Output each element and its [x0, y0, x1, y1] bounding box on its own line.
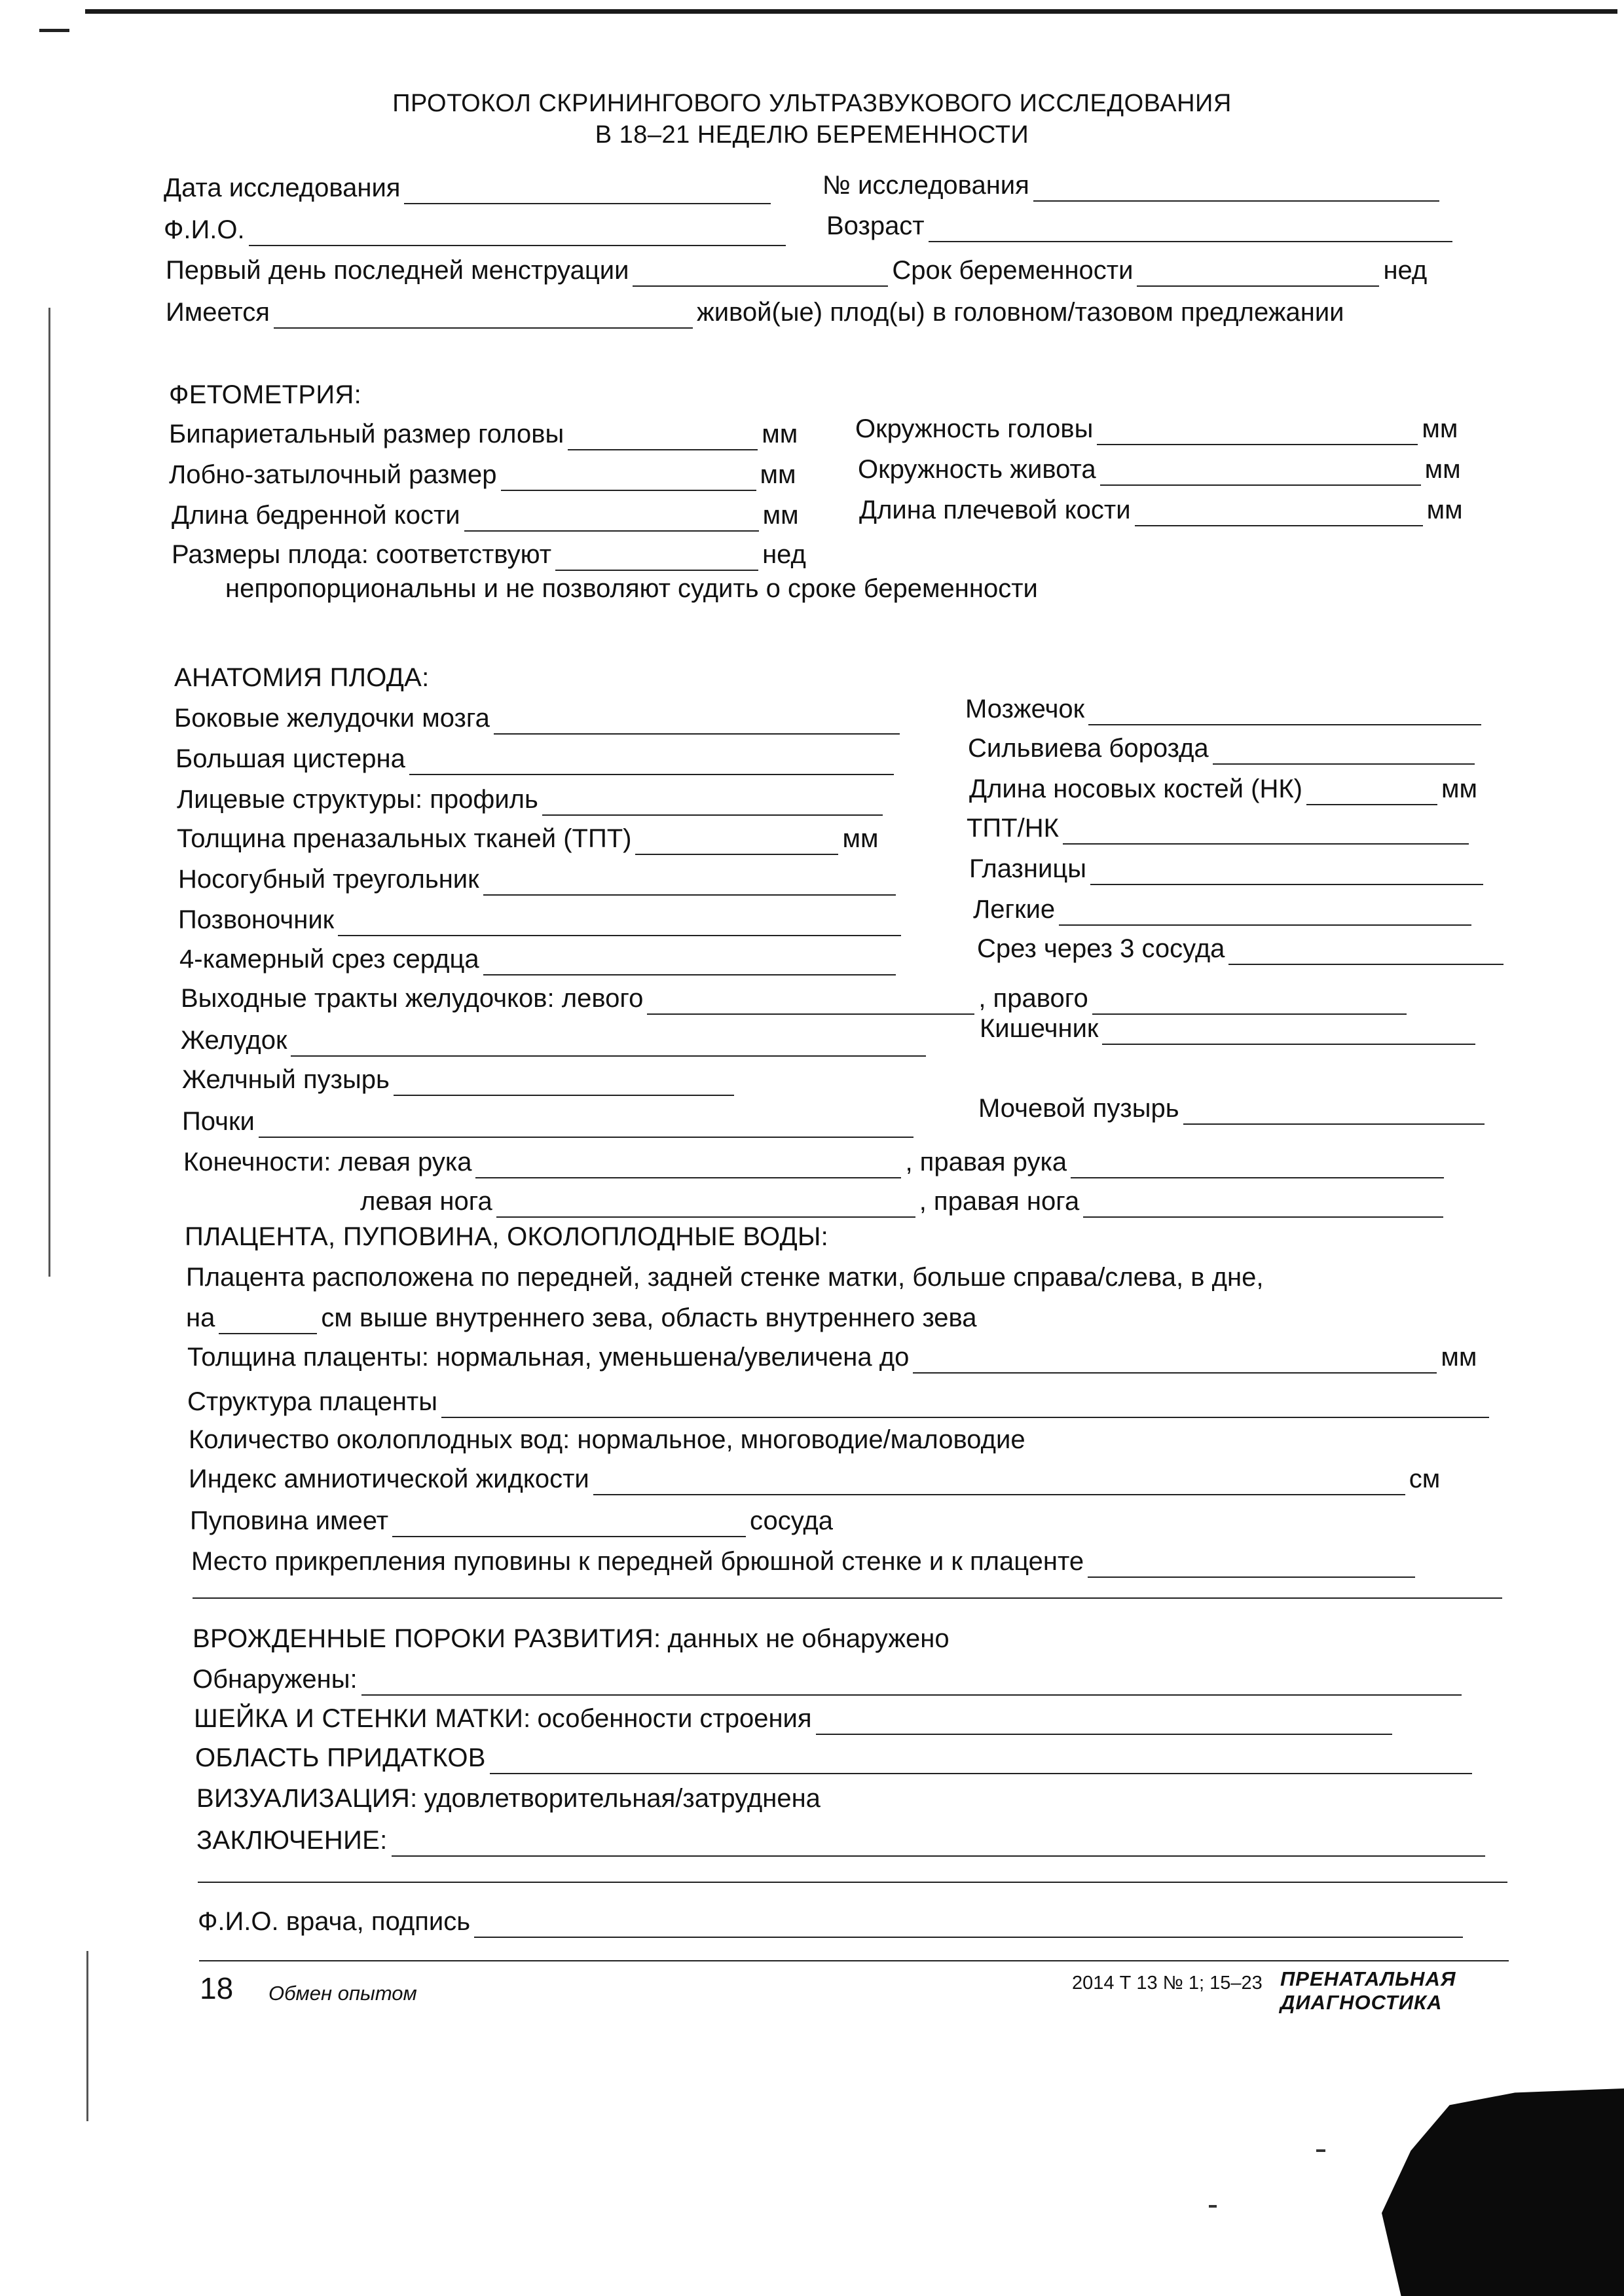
- afi-unit: см: [1409, 1465, 1441, 1493]
- fl-input[interactable]: [464, 508, 759, 532]
- lmp-label: Первый день последней менструации: [166, 256, 629, 285]
- cisterna-magna-input[interactable]: [409, 752, 894, 775]
- anomalies-found-label: Обнаружены:: [193, 1665, 358, 1694]
- four-chamber-input[interactable]: [483, 952, 896, 975]
- lateral-ventricles-input[interactable]: [494, 711, 900, 735]
- stomach-label: Желудок: [181, 1026, 287, 1055]
- prenasal-label: Толщина преназальных тканей (ТПТ): [177, 824, 632, 853]
- three-vessel-input[interactable]: [1228, 941, 1504, 965]
- facial-profile-label: Лицевые структуры: профиль: [177, 785, 538, 814]
- cervix-text: особенности строения: [537, 1704, 812, 1733]
- ofd-unit: мм: [760, 460, 796, 489]
- hc-input[interactable]: [1097, 422, 1418, 445]
- doctor-input[interactable]: [474, 1914, 1463, 1938]
- outflow-left-label: Выходные тракты желудочков: левого: [181, 984, 644, 1013]
- field-row-size-match: [172, 538, 806, 571]
- placenta-structure-input[interactable]: [441, 1394, 1489, 1418]
- placenta-above-os-label: см выше внутреннего зева, область внутреннего зева: [321, 1303, 977, 1332]
- tpt-nk-input[interactable]: [1063, 821, 1469, 845]
- afi-input[interactable]: [593, 1472, 1405, 1495]
- three-vessel-label: Срез через 3 сосуда: [977, 934, 1225, 963]
- bowel-label: Кишечник: [980, 1014, 1099, 1043]
- field-row-hl: [859, 494, 1463, 526]
- scan-margin-line: [48, 308, 50, 1277]
- nasolabial-label: Носогубный треугольник: [178, 865, 479, 894]
- signature-continuation-line[interactable]: [199, 1960, 1509, 1961]
- outflow-right-label: , правого: [978, 984, 1088, 1013]
- right-arm-input[interactable]: [1071, 1155, 1444, 1178]
- bladder-input[interactable]: [1183, 1101, 1485, 1125]
- field-row-conclusion: [196, 1824, 1489, 1857]
- study-date-label: Дата исследования: [164, 173, 401, 202]
- present-label: Имеется: [166, 298, 270, 327]
- tpt-nk-label: ТПТ/НК: [967, 814, 1059, 843]
- fl-unit: мм: [762, 501, 799, 530]
- orbits-input[interactable]: [1090, 862, 1483, 885]
- field-row-prenasal: [177, 822, 878, 855]
- adnexa-input[interactable]: [490, 1751, 1472, 1774]
- hc-unit: мм: [1422, 414, 1458, 443]
- kidneys-label: Почки: [182, 1107, 255, 1136]
- nasal-bone-input[interactable]: [1306, 782, 1437, 805]
- cervix-input[interactable]: [816, 1711, 1392, 1735]
- footer-issue: 2014 Т 13 № 1; 15–23: [1072, 1973, 1263, 1994]
- adnexa-label: ОБЛАСТЬ ПРИДАТКОВ: [195, 1743, 486, 1772]
- spine-input[interactable]: [338, 913, 901, 936]
- field-row-study-no: [822, 169, 1443, 202]
- four-chamber-label: 4-камерный срез сердца: [179, 945, 479, 974]
- size-match-unit: нед: [762, 540, 806, 569]
- field-row-nasolabial: [178, 863, 900, 896]
- bowel-input[interactable]: [1102, 1021, 1475, 1045]
- kidneys-input[interactable]: [259, 1114, 913, 1138]
- field-row-ac: [858, 453, 1461, 486]
- orbits-label: Глазницы: [969, 854, 1086, 883]
- anomalies-heading: ВРОЖДЕННЫЕ ПОРОКИ РАЗВИТИЯ:: [193, 1624, 661, 1653]
- lateral-ventricles-label: Боковые желудочки мозга: [174, 704, 490, 733]
- hl-label: Длина плечевой кости: [859, 496, 1131, 524]
- cord-vessels-input[interactable]: [392, 1514, 746, 1537]
- nasal-bone-label: Длина носовых костей (НК): [969, 774, 1302, 803]
- field-row-nasal-bone: [969, 773, 1477, 805]
- afi-label: Индекс амниотической жидкости: [189, 1465, 589, 1493]
- ac-unit: мм: [1424, 455, 1461, 484]
- lmp-input[interactable]: [633, 263, 888, 287]
- field-row-cord-insertion: [191, 1545, 1419, 1578]
- placenta-thickness-input[interactable]: [913, 1350, 1437, 1374]
- stomach-input[interactable]: [291, 1033, 926, 1057]
- gallbladder-label: Желчный пузырь: [182, 1065, 390, 1094]
- scan-speck: [1209, 2205, 1217, 2208]
- field-row-bladder: [978, 1092, 1488, 1125]
- field-row-doctor: [198, 1905, 1467, 1938]
- field-row-placenta-thickness: [187, 1341, 1477, 1374]
- nasal-bone-unit: мм: [1441, 774, 1477, 803]
- field-row-bpd: [169, 418, 798, 450]
- size-match-input[interactable]: [555, 547, 758, 571]
- ofd-label: Лобно-затылочный размер: [169, 460, 497, 489]
- fl-label: Длина бедренной кости: [172, 501, 460, 530]
- anomalies-found-input[interactable]: [361, 1672, 1462, 1696]
- field-row-anomalies: [193, 1622, 950, 1655]
- scan-mark: [39, 29, 69, 32]
- placenta-thickness-unit: мм: [1441, 1343, 1477, 1372]
- field-row-lateral-ventricles: [174, 702, 904, 735]
- lungs-input[interactable]: [1059, 902, 1471, 926]
- fio-label: Ф.И.О.: [164, 215, 245, 244]
- sylvian-input[interactable]: [1213, 741, 1475, 765]
- cord-insertion-continuation-line[interactable]: [193, 1597, 1502, 1599]
- right-leg-input[interactable]: [1083, 1194, 1443, 1218]
- field-row-fio: [164, 213, 790, 246]
- disproportion-text: непропорциональны и не позволяют судить о сроке беременности: [225, 574, 1038, 603]
- left-leg-input[interactable]: [496, 1194, 915, 1218]
- field-row-cerebellum: [965, 693, 1485, 725]
- field-row-stomach: [181, 1024, 930, 1057]
- field-row-afi: [189, 1463, 1440, 1495]
- left-arm-label: Конечности: левая рука: [183, 1148, 472, 1176]
- field-row-arms: [183, 1146, 1448, 1178]
- field-row-ofd: [169, 458, 796, 491]
- field-row-cisterna-magna: [175, 742, 898, 775]
- field-row-legs: [360, 1185, 1447, 1218]
- ac-input[interactable]: [1100, 462, 1421, 486]
- field-row-bowel: [980, 1012, 1479, 1045]
- field-row-adnexa: [195, 1741, 1476, 1774]
- placenta-location-text: Плацента расположена по передней, задней стенке матки, больше справа/слева, в дне,: [186, 1263, 1264, 1292]
- sylvian-label: Сильвиева борозда: [968, 734, 1209, 763]
- field-row-visualization: [196, 1782, 821, 1815]
- fetometry-heading: ФЕТОМЕТРИЯ:: [169, 380, 362, 409]
- age-label: Возраст: [826, 211, 925, 240]
- footer-page-number: 18: [200, 1971, 234, 2005]
- field-row-study-date: [164, 172, 775, 204]
- hl-unit: мм: [1426, 496, 1463, 524]
- hl-input[interactable]: [1135, 503, 1423, 526]
- ofd-input[interactable]: [501, 467, 756, 491]
- outflow-left-input[interactable]: [647, 991, 974, 1015]
- nasolabial-input[interactable]: [483, 872, 896, 896]
- anatomy-heading: АНАТОМИЯ ПЛОДА:: [174, 663, 430, 692]
- field-row-fl: [172, 499, 799, 532]
- cerebellum-label: Мозжечок: [965, 695, 1085, 723]
- hc-label: Окружность головы: [855, 414, 1094, 443]
- placenta-structure-label: Структура плаценты: [187, 1387, 437, 1416]
- scan-margin-line: [86, 1951, 88, 2121]
- field-row-three-vessel: [977, 932, 1507, 965]
- placenta-height-input[interactable]: [219, 1311, 317, 1334]
- cerebellum-input[interactable]: [1088, 702, 1481, 725]
- conclusion-label: ЗАКЛЮЧЕНИЕ:: [196, 1826, 388, 1855]
- bladder-label: Мочевой пузырь: [978, 1094, 1179, 1123]
- cord-has-label: Пуповина имеет: [190, 1506, 389, 1535]
- field-row-placenta-height: [186, 1302, 977, 1334]
- placenta-heading: ПЛАЦЕНТА, ПУПОВИНА, ОКОЛОПЛОДНЫЕ ВОДЫ:: [185, 1222, 829, 1251]
- gallbladder-input[interactable]: [394, 1072, 734, 1096]
- fetus-text: живой(ые) плод(ы) в головном/тазовом предлежании: [696, 298, 1344, 327]
- field-row-spine: [178, 903, 905, 936]
- left-arm-input[interactable]: [475, 1155, 901, 1178]
- prenasal-unit: мм: [842, 824, 879, 853]
- cord-insertion-label: Место прикрепления пуповины к передней брюшной стенке и к плаценте: [191, 1547, 1084, 1576]
- field-row-outflow: [181, 982, 1411, 1015]
- bpd-unit: мм: [762, 420, 798, 448]
- facial-profile-input[interactable]: [542, 792, 883, 816]
- present-input[interactable]: [274, 305, 693, 329]
- field-row-facial-profile: [177, 783, 887, 816]
- field-row-anomalies-found: [193, 1663, 1466, 1696]
- bpd-label: Бипариетальный размер головы: [169, 420, 564, 448]
- footer-section-name: Обмен опытом: [268, 1982, 417, 2005]
- ac-label: Окружность живота: [858, 455, 1096, 484]
- visualization-heading: ВИЗУАЛИЗАЦИЯ:: [196, 1784, 418, 1813]
- conclusion-input[interactable]: [392, 1833, 1485, 1857]
- cervix-heading: ШЕЙКА И СТЕНКИ МАТКИ:: [194, 1704, 531, 1733]
- cord-vessels-label: сосуда: [750, 1506, 833, 1535]
- field-row-lungs: [973, 893, 1475, 926]
- gest-age-input[interactable]: [1137, 263, 1379, 287]
- spine-label: Позвоночник: [178, 905, 335, 934]
- field-row-tpt-nk: [967, 812, 1473, 845]
- size-match-label: Размеры плода: соответствуют: [172, 540, 552, 569]
- cord-insertion-input[interactable]: [1088, 1554, 1415, 1578]
- field-row-present: [166, 296, 1344, 329]
- prenasal-input[interactable]: [635, 831, 838, 855]
- study-no-label: № исследования: [822, 171, 1029, 200]
- right-leg-label: , правая нога: [919, 1187, 1080, 1216]
- doctor-label: Ф.И.О. врача, подпись: [198, 1907, 471, 1936]
- placenta-on-label: на: [186, 1303, 215, 1332]
- scan-speck: [1316, 2149, 1325, 2152]
- study-date-input[interactable]: [404, 181, 771, 204]
- field-row-gallbladder: [182, 1063, 738, 1096]
- fio-input[interactable]: [249, 223, 786, 246]
- visualization-text: удовлетворительная/затруднена: [424, 1784, 821, 1813]
- age-input[interactable]: [929, 219, 1452, 242]
- field-row-placenta-structure: [187, 1385, 1493, 1418]
- field-row-cervix: [194, 1702, 1396, 1735]
- scan-corner-shadow: [1382, 2088, 1624, 2296]
- bpd-input[interactable]: [568, 427, 758, 450]
- footer-journal-title: ПРЕНАТАЛЬНАЯ ДИАГНОСТИКА: [1280, 1967, 1456, 2014]
- fluid-amount-text: Количество околоплодных вод: нормальное, многоводие/маловодие: [189, 1425, 1025, 1454]
- weeks-unit: нед: [1383, 256, 1428, 285]
- field-row-cord-vessels: [190, 1504, 833, 1537]
- left-leg-label: левая нога: [360, 1187, 492, 1216]
- lungs-label: Легкие: [973, 895, 1056, 924]
- field-row-kidneys: [182, 1105, 917, 1138]
- scan-top-edge: [85, 9, 1617, 14]
- placenta-thickness-label: Толщина плаценты: нормальная, уменьшена/увеличена до: [187, 1343, 910, 1372]
- conclusion-continuation-line[interactable]: [198, 1882, 1507, 1883]
- field-row-lmp: [166, 254, 1427, 287]
- field-row-sylvian: [968, 732, 1479, 765]
- outflow-right-input[interactable]: [1092, 991, 1407, 1015]
- right-arm-label: , правая рука: [905, 1148, 1067, 1176]
- gest-age-label: Срок беременности: [892, 256, 1134, 285]
- field-row-hc: [855, 412, 1458, 445]
- study-no-input[interactable]: [1033, 178, 1439, 202]
- anomalies-none-text: данных не обнаружено: [667, 1624, 950, 1653]
- field-row-orbits: [969, 852, 1487, 885]
- field-row-four-chamber: [179, 943, 900, 975]
- protocol-title-line1: ПРОТОКОЛ СКРИНИНГОВОГО УЛЬТРАЗВУКОВОГО ИССЛЕДОВАНИЯ: [392, 90, 1232, 117]
- protocol-title-line2: В 18–21 НЕДЕЛЮ БЕРЕМЕННОСТИ: [595, 121, 1029, 149]
- field-row-age: [826, 210, 1456, 242]
- cisterna-magna-label: Большая цистерна: [175, 744, 405, 773]
